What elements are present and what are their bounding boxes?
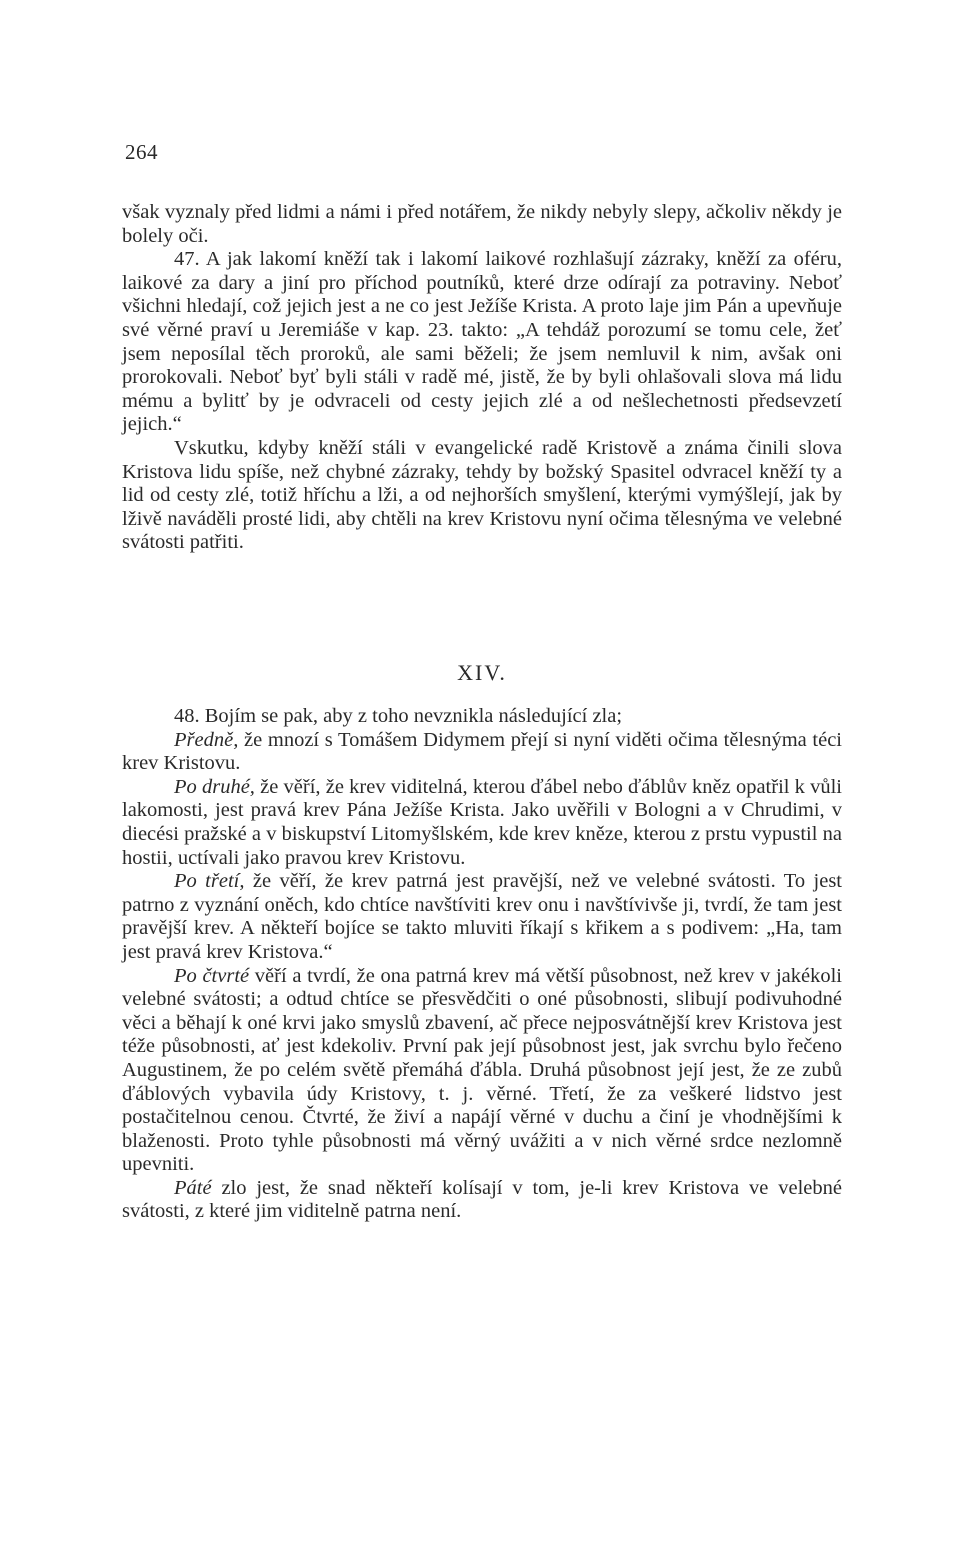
paragraph-po-ctvrte bbox=[122, 965, 842, 1177]
paragraph-po-druhe bbox=[122, 776, 842, 870]
paragraph-pate bbox=[122, 1177, 842, 1224]
paragraph-lead: Předně, bbox=[174, 728, 239, 751]
paragraph-lead: Po druhé, bbox=[174, 775, 255, 798]
paragraph-body: že věří, že krev viditelná, kterou ďábel nebo ďáblův kněz opatřil k vůli lakomosti, jest pravá krev Pána Ježíše Krista. Jako uvěřili v Bologni a v Chrudimi, v diecési pražské a v biskupství Litomyšlském, kde krev kněze, kterou z prstu vypustil na hostii, uctívali jako pravou krev Kristovu. bbox=[122, 775, 843, 869]
paragraph-lead: Páté bbox=[174, 1176, 212, 1199]
section-1-text bbox=[122, 201, 842, 555]
paragraph-lead: Po třetí, bbox=[174, 870, 245, 893]
paragraph-body: že věří, že krev patrná jest pravější, než ve velebné svátosti. To jest patrno z vyznání oněch, kdo chtíce navštíviti krev onu i navštívivše ji, tvrdí, že tam jest pravější krev. A někteří bojíce se takto mluviti říkají s křikem a s podivem: „Ha, tam jest pravá krev Kristova.“ bbox=[122, 870, 842, 963]
paragraph-47: 47. A jak lakomí kněží tak i lakomí laikové rozhlašují zázraky, kněží za oféru, laikové za dary a jiní pro příchod poutníků, které drze odírají za potraviny. Neboť všichni hledají, což jejich jest a ne co jest Ježíše Krista. A proto laje jim Pán a upevňuje své věrné praví u Jeremiáše v kap. 23. takto: „A tehdáž porozumí se tomu cele, žeť jsem neposílal těch proroků, ale sami běželi; že jsem nemluvil k nim, avšak oni prorokovali. Neboť byť byli stáli v radě mé, jistě, že by byli ohlašovali slova má lidu mému a bylitť by je odvraceli od cesty jejich zlé a od nešlechetnosti předsevzetí jejich.“ bbox=[122, 248, 842, 436]
section-2-text bbox=[122, 705, 842, 1224]
page-number: 264 bbox=[125, 140, 158, 164]
paragraph-lead: Po čtvrté bbox=[174, 964, 250, 987]
paragraph-48: 48. Bojím se pak, aby z toho nevznikla následující zla; bbox=[174, 705, 623, 727]
paragraph-body: že mnozí s Tomášem Didymem přejí si nyní viděti očima tělesnýma téci krev Kristovu. bbox=[122, 728, 842, 775]
paragraph-continuation: však vyznaly před lidmi a námi i před notářem, že nikdy nebyly slepy, ačkoliv někdy je bolely oči. bbox=[122, 201, 842, 247]
paragraph-predne bbox=[122, 729, 842, 776]
paragraph-vskutku: Vskutku, kdyby kněží stáli v evangelické radě Kristově a známa činili slova Kristova lidu spíše, než chybné zázraky, tehdy by božský Spasitel odvracel kněží ty a lid od cesty zlé, totiž hříchu a lži, a od nejhorších smyšlení, kterými vymýšlejí, jak by lživě naváděli prosté lidi, aby chtěli na krev Kristovu nyní očima tělesnýma ve velebné svátosti patřiti. bbox=[122, 436, 842, 554]
paragraph-body: věří a tvrdí, že ona patrná krev má větší působnost, než krev v jakékoli velebné svátosti; a odtud chtíce se přesvědčiti o oné působnosti, slibují podivuhodné věci a běhají k oné krvi jako smyslů zbavení, ač přece nejposvátnější krev Kristova jest téže působnosti, ať jest kdekoliv. První pak její působnost jest, jak svrchu bylo řečeno Augustinem, že po celém světě přemáhá ďábla. Druhá působnost její jest, že ze zubů ďáblových vybavila údy Kristovy, t. j. věrné. Třetí, že za veškeré lidstvo jest postačitelnou cenou. Čtvrté, že živí a napájí věrné v duchu a činí je vhodnějšími k blaženosti. Proto tyhle působnosti má věrný uvážiti a v nich věrné srdce nezlomně upevniti. bbox=[122, 964, 842, 1176]
paragraph-po-treti bbox=[122, 870, 842, 964]
paragraph-body: zlo jest, že snad někteří kolísají v tom, je-li krev Kristova ve velebné svátosti, z které jim viditelně patrna není. bbox=[122, 1176, 842, 1223]
chapter-heading: XIV. bbox=[457, 660, 507, 685]
